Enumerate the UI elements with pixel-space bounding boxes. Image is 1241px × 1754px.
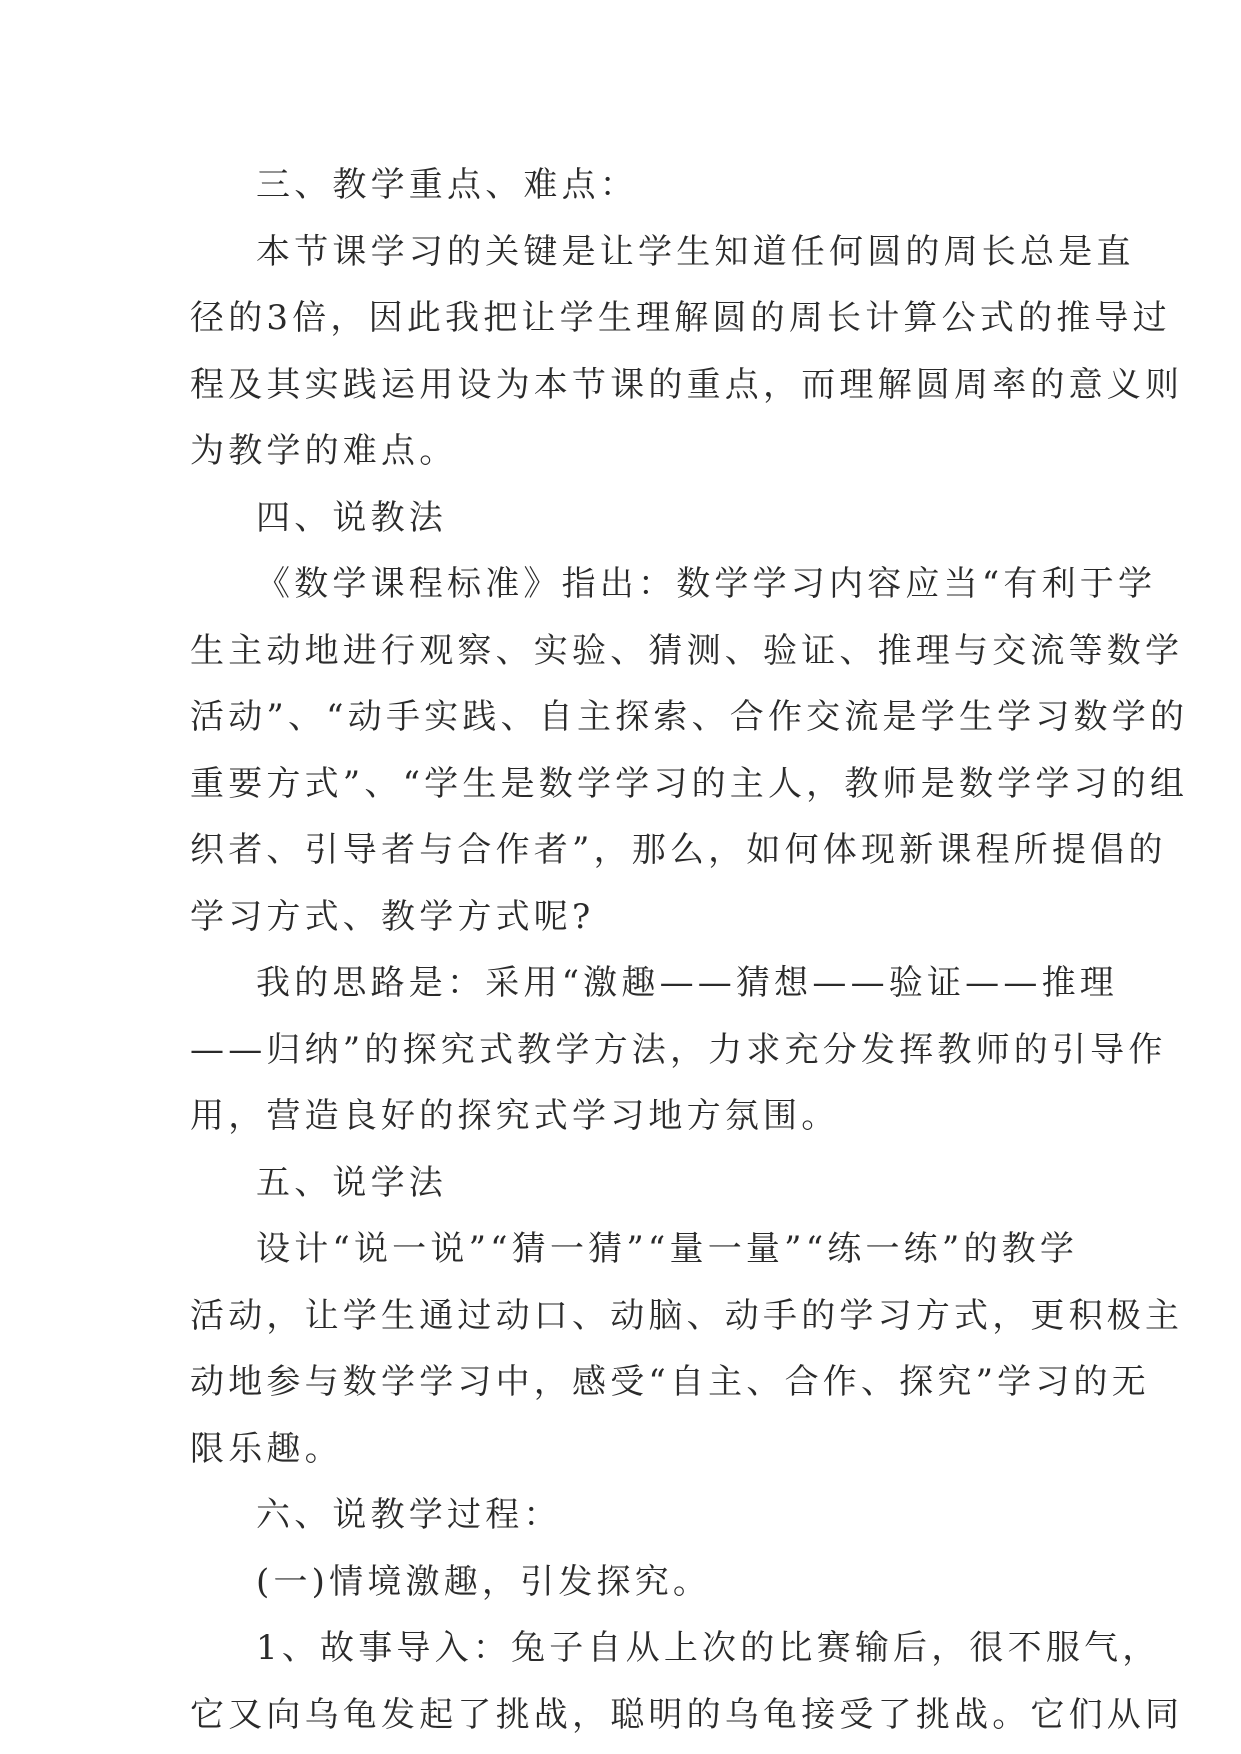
- paragraph-line: 活动”、“动手实践、自主探索、合作交流是学生学习数学的: [190, 697, 1189, 737]
- paragraph-line: 生主动地进行观察、实验、猜测、验证、推理与交流等数学: [190, 630, 1184, 671]
- paragraph-line: 活动，让学生通过动口、动脑、动手的学习方式，更积极主: [190, 1295, 1184, 1336]
- paragraph-line: 《数学课程标准》指出：数学学习内容应当“有利于学: [256, 564, 1157, 604]
- paragraph-line: 学习方式、教学方式呢?: [190, 896, 595, 937]
- paragraph-line: ——归纳”的探究式教学方法，力求充分发挥教师的引导作: [190, 1029, 1167, 1070]
- paragraph-line: 径的3倍，因此我把让学生理解圆的周长计算公式的推导过: [190, 298, 1171, 338]
- paragraph-line: 程及其实践运用设为本节课的重点，而理解圆周率的意义则: [190, 364, 1184, 405]
- paragraph-line: 用，营造良好的探究式学习地方氛围。: [190, 1096, 840, 1136]
- paragraph-line: 设计“说一说”“猜一猜”“量一量”“练一练”的教学: [256, 1229, 1079, 1269]
- paragraph-line: 重要方式”、“学生是数学学习的主人，教师是数学学习的组: [190, 763, 1189, 804]
- paragraph-line: 我的思路是：采用“激趣——猜想——验证——推理: [256, 963, 1118, 1003]
- paragraph-line: 动地参与数学学习中，感受“自主、合作、探究”学习的无: [190, 1362, 1150, 1402]
- section-heading-learning-method: 五、说学法: [256, 1162, 447, 1203]
- section-heading-key-points: 三、教学重点、难点：: [256, 165, 638, 205]
- document-body: [190, 152, 1189, 1748]
- paragraph-line: 为教学的难点。: [190, 431, 458, 471]
- subsection-heading: (一)情境激趣，引发探究。: [256, 1561, 712, 1602]
- section-heading-teaching-process: 六、说教学过程：: [256, 1495, 562, 1535]
- paragraph-line: 本节课学习的关键是让学生知道任何圆的周长总是直: [256, 231, 1135, 272]
- paragraph-line: 限乐趣。: [190, 1428, 343, 1469]
- section-heading-teaching-method: 四、说教法: [256, 497, 447, 538]
- paragraph-line: 1、故事导入：兔子自从上次的比赛输后，很不服气，: [256, 1628, 1161, 1668]
- paragraph-line: 它又向乌龟发起了挑战，聪明的乌龟接受了挑战。它们从同: [190, 1694, 1184, 1735]
- paragraph-line: 织者、引导者与合作者”，那么，如何体现新课程所提倡的: [190, 830, 1167, 870]
